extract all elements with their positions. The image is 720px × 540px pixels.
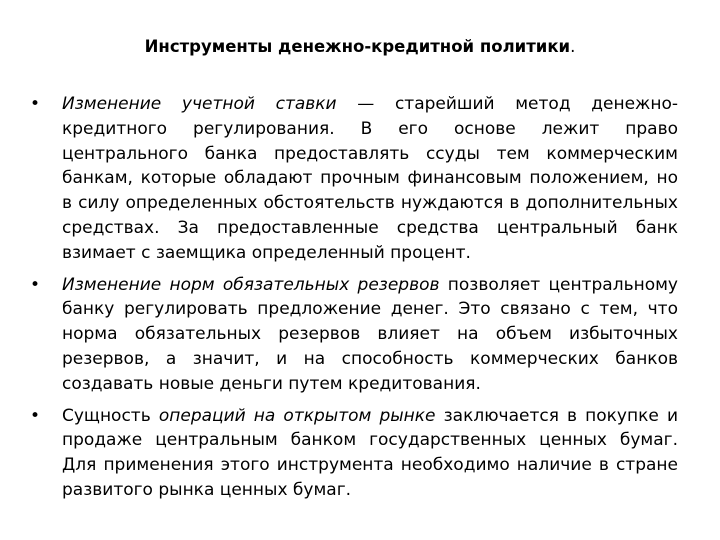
bullet-text: — старейший метод денежно-кредитного регулирования. В его основе лежит право центрального банка предоставлять ссуды тем коммерческим банкам, которые обладают прочным финансовым положением, но в силу определенных обстоятельств нуждаются в дополнительных средствах. За предоставленные средства центральный банк взимает с заемщика определенный процент. bbox=[62, 94, 678, 263]
bullet-italic-term: Изменение норм обязательных резервов bbox=[62, 274, 440, 295]
bullet-item-open-market bbox=[30, 404, 678, 503]
bullet-icon: • bbox=[30, 274, 41, 295]
bullet-lead-text: Сущность bbox=[62, 405, 159, 426]
slide-title bbox=[0, 36, 720, 58]
bullet-italic-term: Изменение учетной ставки bbox=[62, 94, 337, 114]
bullet-list bbox=[30, 92, 678, 510]
bullet-text: заключается в покупке и продаже центральным банком государственных ценных бумаг. Для применения этого инструмента необходимо наличие в стране развитого рынка ценных бумаг. bbox=[62, 405, 678, 500]
slide-title-period: . bbox=[570, 37, 576, 56]
bullet-italic-term: операций на открытом рынке bbox=[158, 405, 436, 426]
slide-title-text: Инструменты денежно-кредитной политики bbox=[144, 37, 571, 56]
bullet-icon: • bbox=[30, 94, 41, 114]
bullet-item-discount-rate bbox=[30, 92, 678, 266]
bullet-item-reserve-requirements bbox=[30, 273, 678, 397]
bullet-icon: • bbox=[30, 405, 41, 426]
bullet-text: позволяет центральному банку регулировать предложение денег. Это связано с тем, что норма обязательных резервов влияет на объем избыточных резервов, а значит, и на способность коммерческих банков создавать новые деньги путем кредитования. bbox=[62, 274, 678, 394]
